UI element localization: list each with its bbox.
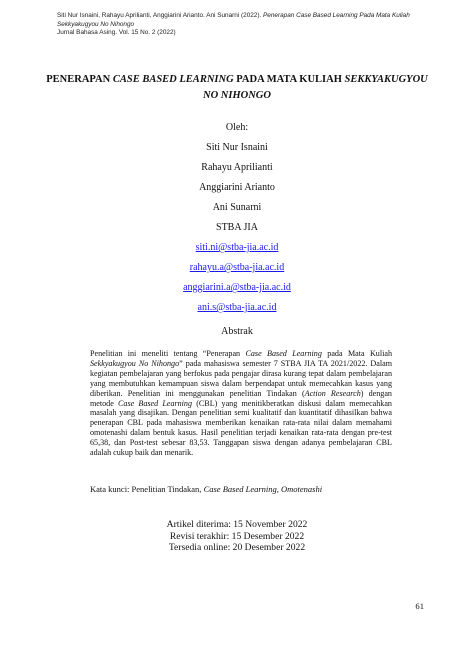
email-link[interactable]: siti.ni@stba-jia.ac.id (195, 242, 279, 253)
keywords (90, 484, 410, 494)
title-segment-italic: CASE BASED LEARNING (112, 74, 234, 85)
paper-title (40, 72, 434, 104)
by-label: Oleh: (225, 122, 249, 133)
abstract-text: pada Mata Kuliah (321, 349, 392, 358)
abstract-text: (CBL) yang menitikberatkan diskusi dalam memecahkan masalah yang disajikan. Dengan penelitian semi kualitatif dan kuantitatif dihasilkan bahwa penerapan CBL pada mahasiswa memberikan kenaikan rata-rata nilai dalam memahami omotenashi dalam bentuk kasus. Hasil penelitian terjadi kenaikan rata-rata dengan pre-test 65,38, dan Post-test sebesar 83,53. Tanggapan siswa dengan adanya pembelajaran CBL adalah cukup baik dan menarik. (90, 398, 392, 458)
abstract-heading: Abstrak (221, 326, 253, 337)
abstract-text-italic: Case Based Learning (245, 349, 322, 358)
keywords-italic: Case Based Learning, Omotenashi (203, 484, 323, 494)
abstract-text: ” pada mahasiswa semester 7 STBA JIA TA 2021/2022. Dalam kegiatan pembelajaran yang berfokus pada pengajar dirasa kurang tepat dalam pembelajaran yang membutuhkan kemampuan siswa dalam berpendapat untuk memecahkan kasus yang diberikan. Penelitian ini menggunakan penelitian Tindakan ( (90, 358, 392, 398)
email-link[interactable]: rahayu.a@stba-jia.ac.id (189, 262, 285, 273)
author-block (0, 118, 474, 318)
journal-reference: Jurnal Bahasa Asing. Vol. 15 No. 2 (2022) (57, 29, 176, 37)
institution: STBA JIA (216, 222, 258, 233)
abstract-text: ) dengan metode (90, 388, 392, 408)
author-name: Siti Nur Isnaini (206, 142, 268, 153)
title-segment: PADA MATA KULIAH (233, 74, 345, 85)
running-header (57, 12, 427, 38)
page-number: 61 (415, 601, 424, 611)
abstract-text: Penelitian ini meneliti tentang “Penerapan (90, 349, 246, 358)
citation-title-continued: Sekkyakugyou No Nihongo (57, 20, 135, 28)
running-header-line-1 (57, 12, 427, 21)
keywords-label: Kata kunci: Penelitian Tindakan, (90, 484, 204, 494)
author-name: Rahayu Aprilianti (201, 162, 273, 173)
article-dates (0, 519, 474, 554)
date-received: Artikel diterima: 15 November 2022 (166, 519, 308, 530)
citation-authors: Siti Nur Isnaini, Rahayu Aprilianti, Anggiarini Arianto. Ani Sunarni (2022). (57, 12, 262, 19)
abstract-body (90, 349, 392, 458)
citation-title: Penerapan Case Based Learning Pada Mata Kuliah (263, 12, 410, 19)
author-name: Ani Sunarni (212, 202, 262, 213)
title-line-2: NO NIHONGO (203, 90, 271, 101)
date-online: Tersedia online: 20 Desember 2022 (168, 542, 306, 553)
abstract-text-italic: Case Based Learning (118, 398, 193, 408)
title-segment: PENERAPAN (46, 74, 113, 85)
author-name: Anggiarini Arianto (199, 182, 275, 193)
email-link[interactable]: ani.s@stba-jia.ac.id (197, 302, 277, 313)
email-link[interactable]: anggiarini.a@stba-jia.ac.id (183, 282, 291, 293)
title-segment-italic: SEKKYAKUGYOU (344, 74, 428, 85)
abstract-text-italic: Action Research (304, 388, 361, 398)
date-revised: Revisi terakhir: 15 Desember 2022 (169, 530, 305, 542)
abstract-text-italic: Sekkyakugyou No Nihongo (90, 358, 180, 368)
